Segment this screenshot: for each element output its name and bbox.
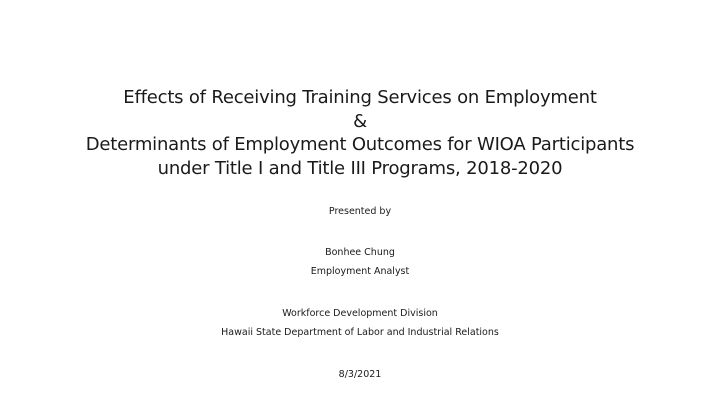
- title-line-4: under Title I and Title III Programs, 2018-2020: [157, 157, 563, 179]
- title-line-1: Effects of Receiving Training Services on Employment: [123, 87, 597, 108]
- presenter-role: Employment Analyst: [310, 266, 410, 277]
- slide-title: [40, 86, 680, 180]
- title-line-ampersand: &: [353, 110, 367, 132]
- presented-by-label: Presented by: [328, 206, 392, 217]
- division-name: Workforce Development Division: [282, 308, 438, 319]
- presentation-date: 8/3/2021: [338, 369, 382, 380]
- presenter-name: Bonhee Chung: [325, 247, 395, 258]
- department-name: Hawaii State Department of Labor and Industrial Relations: [221, 327, 499, 338]
- title-line-3: Determinants of Employment Outcomes for WIOA Participants: [85, 134, 635, 155]
